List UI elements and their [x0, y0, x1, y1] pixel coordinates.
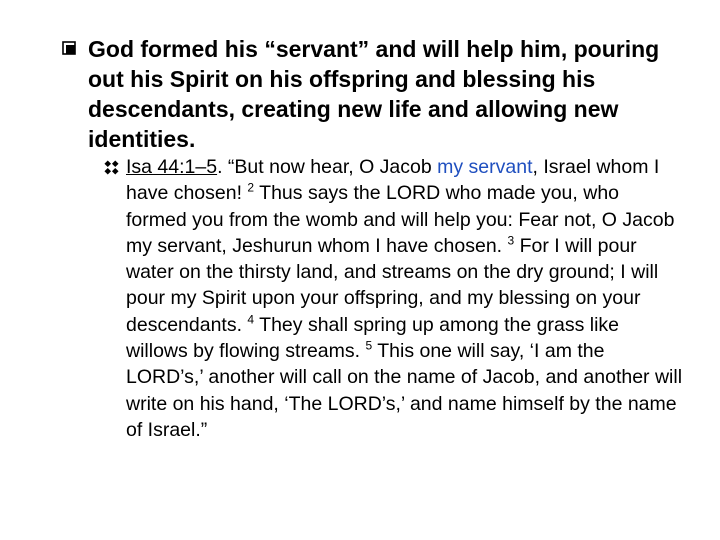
verse-number: 4	[247, 312, 255, 327]
scripture-part: . “But now hear, O Jacob	[217, 156, 438, 178]
scripture-reference: Isa 44:1–5	[126, 156, 218, 178]
main-bullet	[62, 34, 672, 154]
scripture-part: , Israel whom I have chosen!	[126, 156, 660, 205]
diamond-bullet-icon	[104, 160, 119, 175]
scripture-bullet	[104, 154, 684, 443]
verse-number: 5	[365, 338, 373, 353]
scripture-part: Thus says the LORD who made you, who formed you from the womb and will help you: Fear not, O Jacob my servant, Jeshurun whom I have chosen.	[126, 182, 675, 257]
scripture-part: For I will pour water on the thirsty land, and streams on the dry ground; I will pour my Spirit upon your offspring, and my blessing on your descendants.	[126, 234, 659, 336]
hollow-square-bullet-icon	[62, 41, 76, 55]
scripture-part: This one will say, ‘I am the LORD’s,’ another will call on the name of Jacob, and another will write on his hand, ‘The LORD’s,’ and name himself by the name of Israel.”	[126, 340, 683, 441]
verse-number: 2	[247, 180, 255, 195]
scripture-highlight: my servant	[437, 156, 533, 178]
verse-number: 3	[507, 233, 515, 248]
scripture-text	[126, 154, 684, 443]
scripture-part: They shall spring up among the grass like willows by flowing streams.	[126, 313, 620, 363]
main-point-text: God formed his “servant” and will help him, pouring out his Spirit on his offspring and blessing his descendants, creating new life and allowing new identities.	[88, 36, 660, 152]
